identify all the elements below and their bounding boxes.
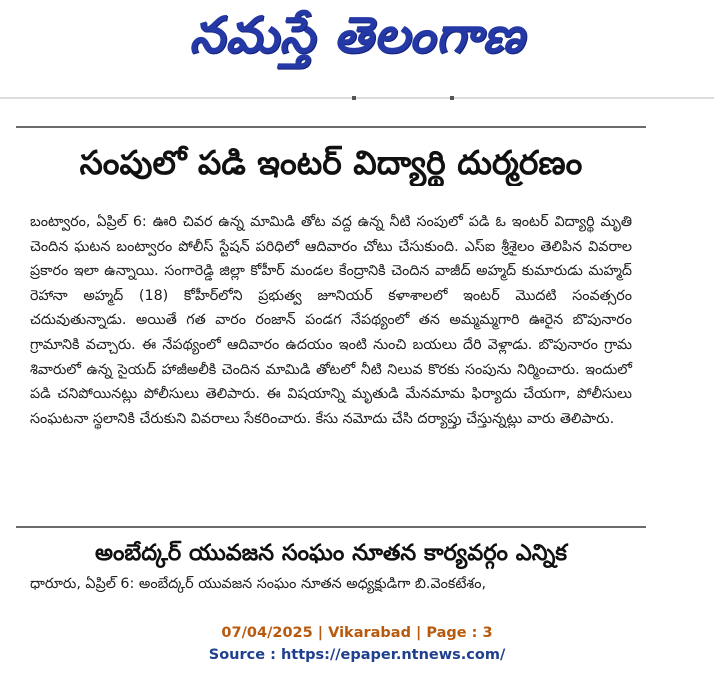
secondary-headline: అంబేద్కర్ యువజన సంఘం నూతన కార్యవర్గం ఎన్నిక [95,540,567,566]
edition-meta: 07/04/2025 | Vikarabad | Page : 3 [221,625,493,641]
article-divider [16,526,646,528]
secondary-body: ధారూరు, ఏప్రిల్ 6: అంబేద్కర్ యువజన సంఘం నూతన అధ్యక్షుడిగా బి.వెంకటేశం, [30,576,487,592]
article-body: బంట్వారం, ఏప్రిల్ 6: ఊరి చివర ఉన్న మామిడి తోట వద్ద ఉన్న నీటి సంపులో పడి ఓ ఇంటర్ విద్యార్థి మృతి చెందిన ఘటన బంట్వారం పోలీస్ స్టేషన్ పరిధిలో ఆదివారం చోటు చేసుకుంది. ఎస్ఐ శ్రీశైలం తెలిపిన వివరాల ప్రకారం ఇలా ఉన్నాయి. సంగారెడ్డి జిల్లా కోహీర్ మండల కేంద్రానికి చెందిన వాజీద్ అహ్మద్ కుమారుడు మహ్మద్ రెహానా అహ్మద్ (18) కోహీర్‌లోని ప్రభుత్వ జూనియర్ కళాశాలలో ఇంటర్ మొదటి సంవత్సరం చదువుతున్నాడు. అయితే గత వారం రంజాన్ పండగ నేపథ్యంలో తన అమ్మమ్మగారి ఊరైన బొపునారం గ్రామానికి వచ్చారు. ఈ నేపథ్యంలో ఆదివారం ఉదయం ఇంటి నుంచి బయలు దేరి వెళ్లాడు. బొపునారం గ్రామ శివారులో ఉన్న సైయద్ హాజీఅలీకి చెందిన మామిడి తోటలో నీటి నిలువ కొరకు సంపును నిర్మించారు. ఇందులో పడి చనిపోయినట్లు పోలీసులు తెలిపారు. ఈ విషయాన్ని మృతుడి మేనమామ ఫిర్యాదు చేయగా, పోలీసులు సంఘటనా స్థలానికి చేరుకుని వివరాలు సేకరించారు. కేసు నమోదు చేసి దర్యాప్తు చేస్తున్నట్లు వారు తెలిపారు. [30,214,632,427]
article-top-divider [16,126,646,128]
source-link[interactable]: Source : https://epaper.ntnews.com/ [208,647,506,663]
article-headline: సంపులో పడి ఇంటర్ విద్యార్థి దుర్మరణం [79,143,583,182]
article-main [16,132,646,431]
newspaper-logo: నమస్తే తెలంగాణ [189,6,525,64]
masthead-rule [0,97,714,99]
article-secondary [16,534,646,596]
masthead [0,0,714,80]
footer [0,622,714,666]
